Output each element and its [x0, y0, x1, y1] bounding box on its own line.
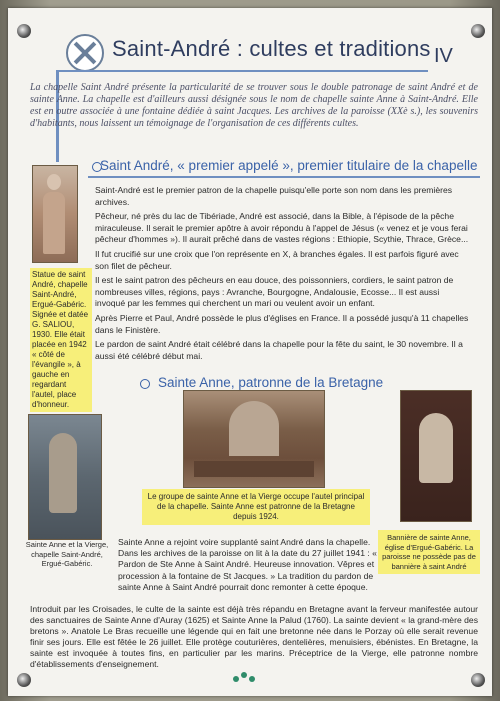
caption-statue-saint-andre: Statue de saint André, chapelle Saint-André, Ergué-Gabéric. Signée et datée G. SALIOU, 1930. Elle était placée en 1942 « côté de l'évangile », à gauche en regardant l'autel, place d'honneur.	[30, 268, 92, 412]
section-body-saint-andre	[95, 185, 471, 365]
saint-andre-cross-logo-icon	[66, 34, 104, 72]
caption-statue-sainte-anne: Sainte Anne et la Vierge, chapelle Saint-André, Ergué-Gabéric.	[25, 540, 109, 568]
paragraph: Pêcheur, né près du lac de Tibériade, André est associé, dans la Bible, à l'épisode de la pêche miraculeuse. Il serait le premier apôtre à avoir répondu à l'appel de Jésus (« venez et je vous ferai pêcheur d'hommes »). Il aurait prêché dans de vastes régions : Ethiopie, Scythie, Thrace, Grèce...	[95, 211, 469, 245]
paragraph: Après Pierre et Paul, André possède le plus d'églises en France. Il a possédé jusqu'à 11 chapelles dans le Finistère.	[95, 312, 469, 335]
statue-saint-andre-photo	[32, 165, 78, 263]
statue-sainte-anne-photo	[28, 414, 102, 540]
page-title: Saint-André : cultes et traditions	[112, 36, 431, 61]
screw-icon	[17, 673, 31, 687]
banner-sainte-anne-photo	[400, 390, 472, 522]
paragraph: Il fut crucifié sur une croix que l'on représente en X, à branches égales. Il est parfois figuré avec son filet de pêcheur.	[95, 248, 459, 271]
paragraph: Il est le saint patron des pêcheurs en eau douce, des poissonniers, cordiers, le saint patron de nombreuses villes, régions, pays : Avranche, Bourgogne, Andalousie, Ecosse... Il est aussi invoqué par les femmes qui cherchent un mari ou veulent avoir un enfant.	[95, 275, 454, 309]
caption-altar-group: Le groupe de sainte Anne et la Vierge occupe l'autel principal de la chapelle. Sainte Anne est patronne de la Bretagne depuis 1924.	[142, 489, 370, 525]
section-heading-saint-andre: Saint André, « premier appelé », premier titulaire de la chapelle	[100, 158, 478, 173]
paragraph: Saint-André est le premier patron de la chapelle puisqu'elle porte son nom dans les premières archives.	[95, 185, 453, 207]
footer-logo-icon	[233, 672, 261, 686]
intro-text: La chapelle Saint André présente la particularité de se trouver sous le double patronage de saint André et de sainte Anne. La chapelle est d'ailleurs aussi désignée sous le nom de chapelle sainte Anne à Saint-André. Elle est en outre associée à une fontaine dédiée à saint Jacques. Les archives de la paroisse (XXè s.), les souvenirs d'habitants, nous laissent un témoignage de l'organisation de ces différents cultes.	[30, 82, 478, 129]
section-heading-sainte-anne: Sainte Anne, patronne de la Bretagne	[158, 375, 384, 390]
screw-icon	[471, 673, 485, 687]
paragraph: Le pardon de saint André était célébré dans la chapelle pour la fête du saint, le 30 novembre. Il a aussi été célébré début mai.	[95, 339, 463, 361]
divider	[56, 70, 428, 72]
screw-icon	[471, 24, 485, 38]
panel-number: IV	[434, 45, 453, 67]
bottom-text: Introduit par les Croisades, le culte de la sainte est déjà très répandu en Bretagne avant la ferveur manifestée autour des sanctuaires de Sainte Anne d'Auray (1625) et Sainte Anne la Palud (1760). La sainte devient « la grand-mère des bretons ». Anatole Le Bras recueille une légende qui en fait une bretonne née dans le Porzay où elle serait revenue finir ses jours. Elle est fêtée le 26 juillet. Elle protège couturières, dentelières, menuisiers, ébénistes. En Bretagne, la sainte est invoquée à toutes fins, en particulier par les marins. Préceptrice de la Vierge, elle patronne nombre d'établissements d'enseignement.	[30, 604, 478, 669]
middle-text: Sainte Anne a rejoint voire supplanté saint André dans la chapelle. Dans les archives de la paroisse on lit à la date du 27 juillet 1941 : « Pardon de Ste Anne à Saint André. Heureuse innovation. Vêpres et procession à la fontaine de St Jacques. » La tradition du pardon de sainte Anne à Saint André pourrait donc remonter à cette époque.	[118, 537, 377, 592]
altar-photo	[183, 390, 325, 488]
section-bullet-icon	[140, 379, 150, 389]
divider	[88, 176, 480, 178]
screw-icon	[17, 24, 31, 38]
caption-banner: Bannière de sainte Anne, église d'Ergué-Gabéric. La paroisse ne possède pas de bannière à saint André	[378, 530, 480, 574]
